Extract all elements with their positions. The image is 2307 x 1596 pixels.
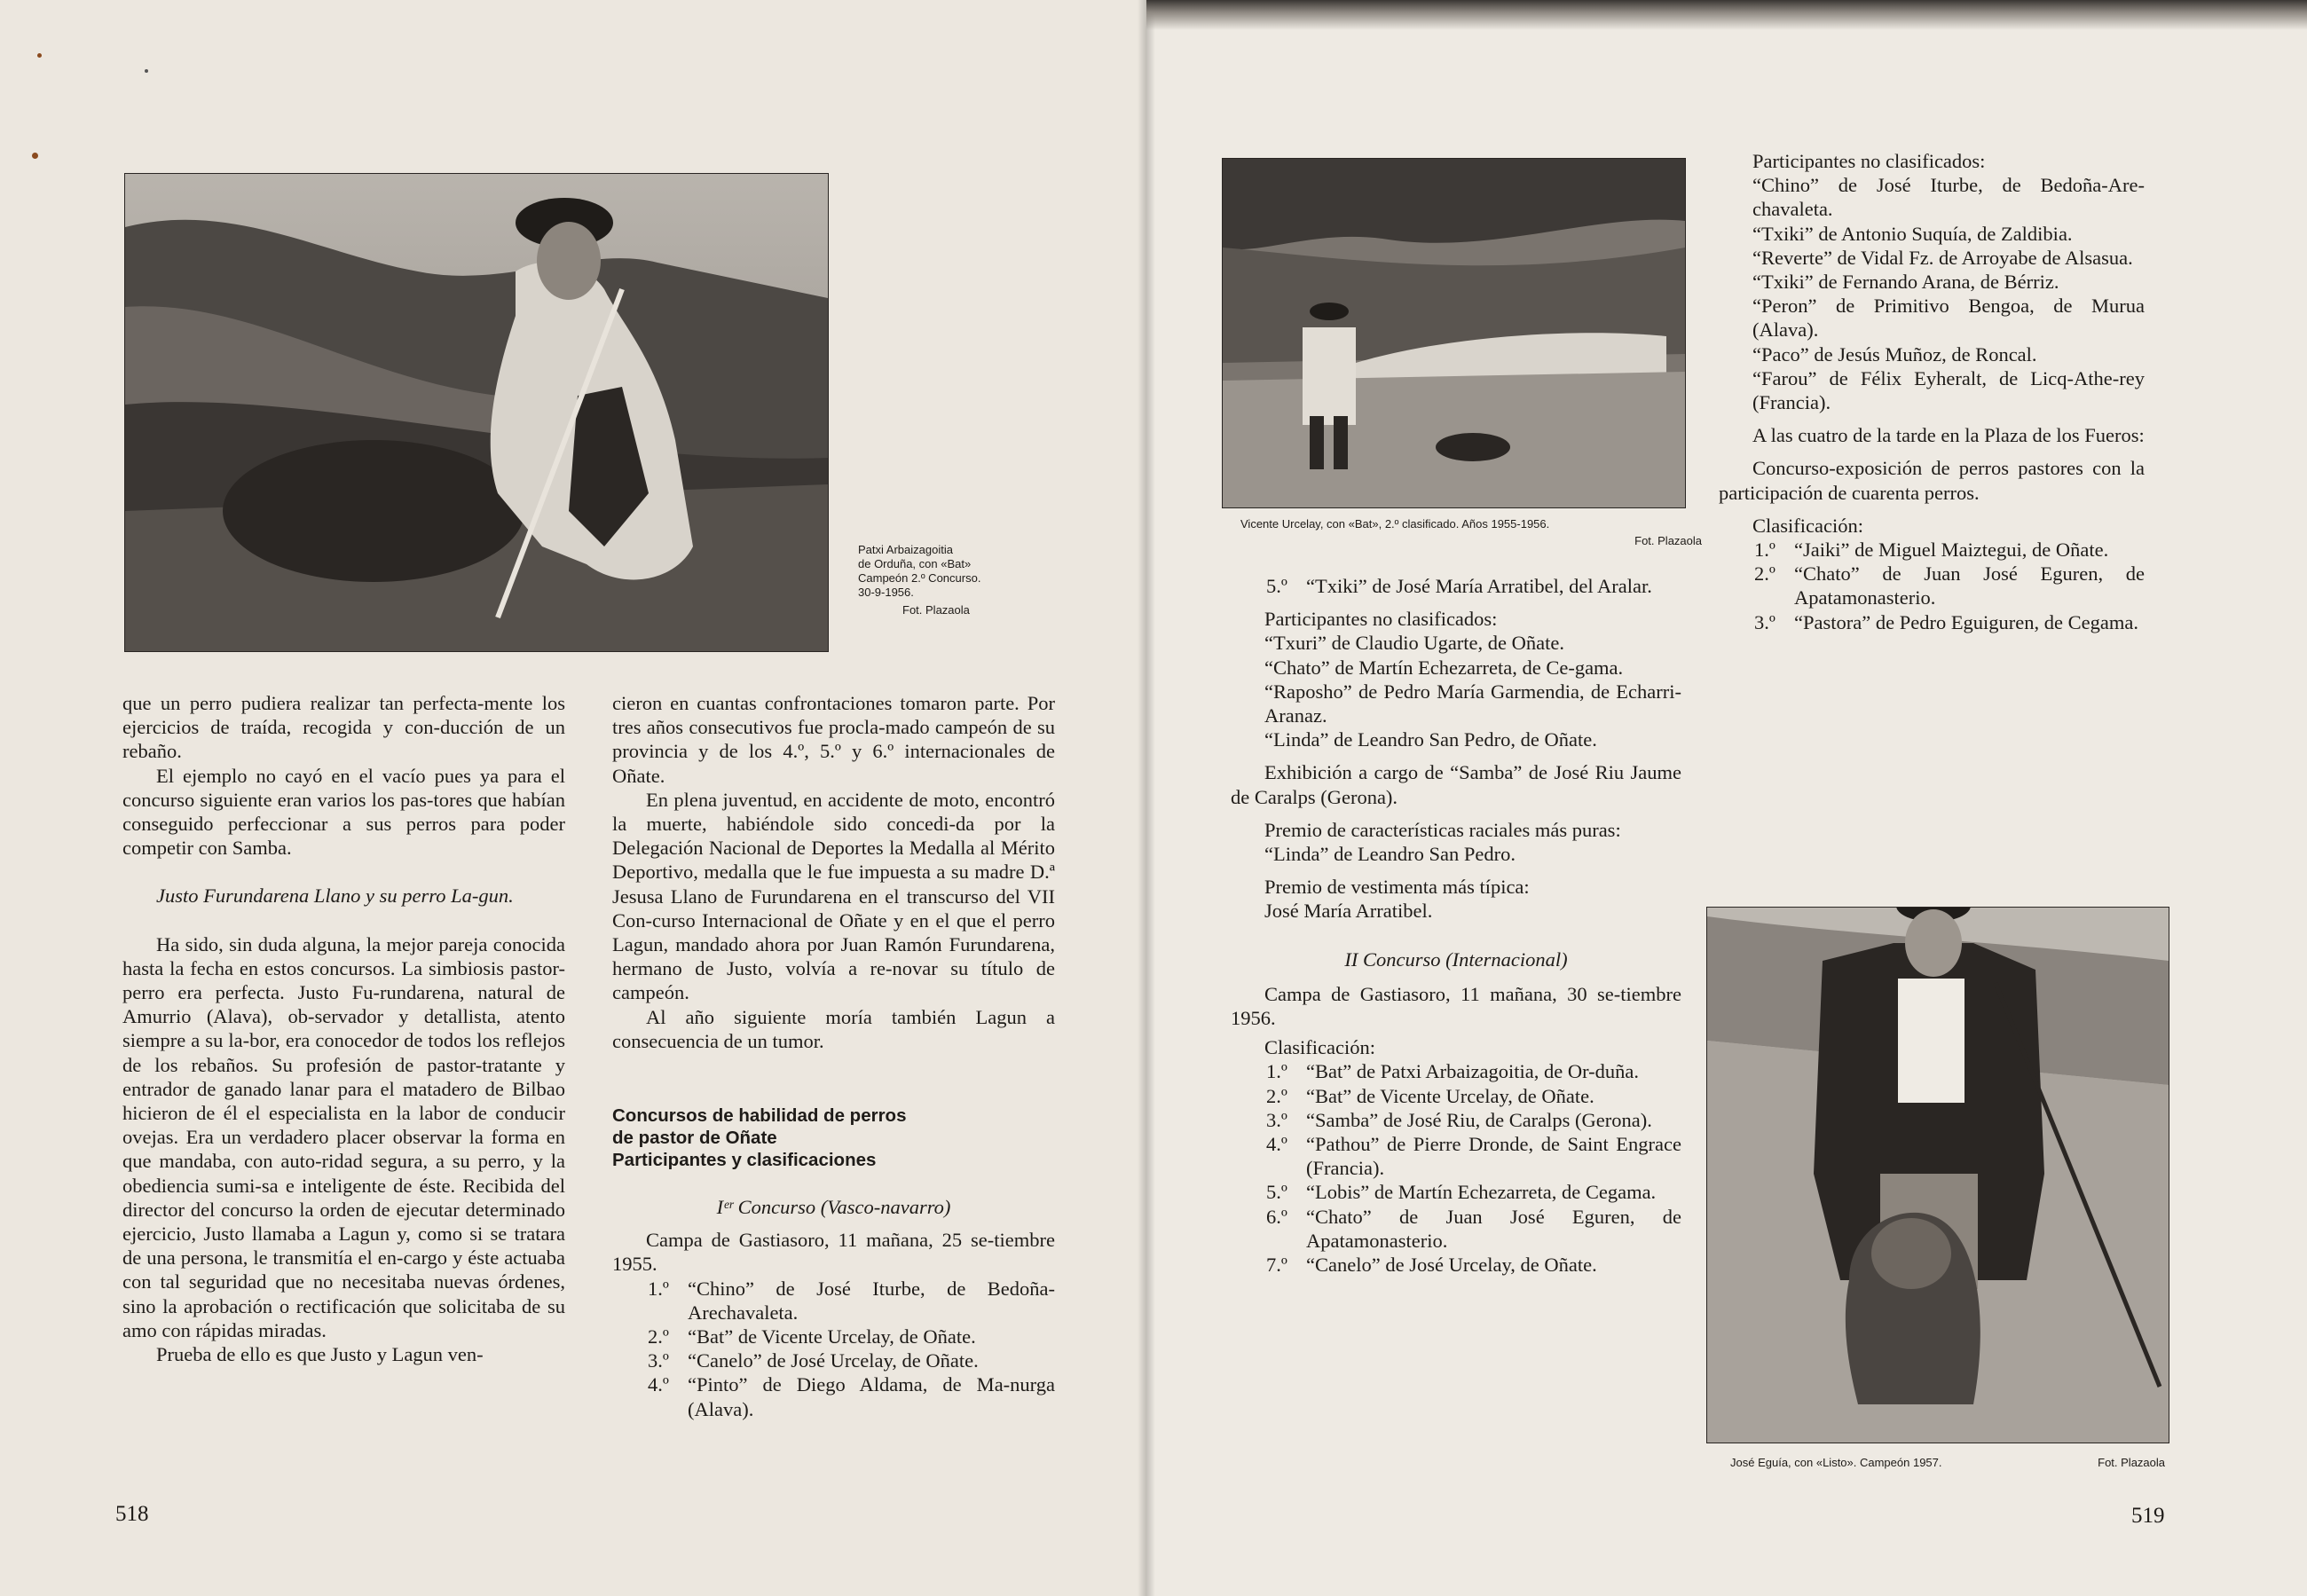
photo-vicente-urcelay-with-dog xyxy=(1222,158,1686,508)
photo-jose-eguia-with-dog xyxy=(1706,907,2169,1443)
participant: “Farou” de Félix Eyheralt, de Licq-Athe-rey (Francia). xyxy=(1752,366,2145,414)
label: Premio de vestimenta más típica: xyxy=(1264,876,1530,899)
participant: “Peron” de Primitivo Bengoa, de Murua (Alava). xyxy=(1752,295,2145,342)
contest-title: Iᵉʳ Concurso (Vasco-navarro) xyxy=(716,1196,951,1219)
paragraph: Exhibición a cargo de “Samba” de José Riu Jaume de Caralps (Gerona). xyxy=(1231,761,1681,808)
right-column-2 xyxy=(1719,149,2145,634)
paragraph: Concurso-exposición de perros pastores con la participación de cuarenta perros. xyxy=(1719,457,2145,504)
paper-speck xyxy=(32,153,38,159)
page-number: 519 xyxy=(2131,1504,2165,1528)
photo-credit: Fot. Plazaola xyxy=(1634,534,1702,547)
classification-item: 2.º “Bat” de Vicente Urcelay, de Oñate. xyxy=(648,1325,976,1348)
section-heading-line: Concursos de habilidad de perros xyxy=(612,1105,907,1127)
caption-line: 30-9-1956. xyxy=(858,586,914,599)
contest-place: Campa de Gastiasoro, 11 mañana, 25 se-tiembre 1955. xyxy=(612,1229,1055,1276)
label: Premio de características raciales más puras: xyxy=(1264,818,1621,841)
section-heading-line: Participantes y clasificaciones xyxy=(612,1150,877,1171)
left-page xyxy=(0,0,1146,1596)
label: Participantes no clasificados: xyxy=(1752,150,1986,172)
photo1-caption xyxy=(858,543,980,617)
caption-text: Vicente Urcelay, con «Bat», 2.º clasificado. Años 1955-1956. xyxy=(1240,517,1550,531)
paragraph: que un perro pudiera realizar tan perfecta-mente los ejercicios de traída, recogida y con-ducción de un rebaño. xyxy=(122,692,565,763)
label: Clasificación: xyxy=(1264,1036,1375,1059)
photo-shepherd-patxi-with-dog xyxy=(124,173,829,652)
caption-text: José Eguía, con «Listo». Campeón 1957. xyxy=(1730,1456,1942,1469)
paper-speck xyxy=(37,53,42,58)
classification-item: 2.º “Chato” de Juan José Eguren, de Apatamonasterio. xyxy=(1754,562,2145,609)
participant: “Txiki” de Antonio Suquía, de Zaldibia. xyxy=(1752,222,2073,245)
label: Participantes no clasificados: xyxy=(1264,608,1498,631)
page-edge-shadow xyxy=(1146,0,2307,30)
participant: “Paco” de Jesús Muñoz, de Roncal. xyxy=(1752,342,2037,366)
photo3-caption xyxy=(1730,1456,2165,1470)
photo-credit: Fot. Plazaola xyxy=(902,603,970,617)
book-gutter xyxy=(1138,0,1155,1596)
photo-credit: Fot. Plazaola xyxy=(2098,1456,2165,1469)
participant: “Chino” de José Iturbe, de Bedoña-Are-chavaleta. xyxy=(1752,174,2145,221)
participant: “Raposho” de Pedro María Garmendia, de Echarri-Aranaz. xyxy=(1264,680,1681,727)
classification-item: 3.º “Canelo” de José Urcelay, de Oñate. xyxy=(648,1349,979,1372)
participant: “Chato” de Martín Echezarreta, de Ce-gama. xyxy=(1264,656,1624,679)
caption-line: Campeón 2.º Concurso. xyxy=(858,571,981,585)
classification-item: 6.º “Chato” de Juan José Eguren, de Apatamonasterio. xyxy=(1266,1205,1681,1252)
section-heading-line: de pastor de Oñate xyxy=(612,1128,777,1149)
right-column-1 xyxy=(1231,574,1681,1277)
participant: “Txuri” de Claudio Ugarte, de Oñate. xyxy=(1264,632,1564,655)
classification-item: 3.º “Pastora” de Pedro Eguiguren, de Cegama. xyxy=(1754,610,2138,633)
photo2-caption xyxy=(1240,517,1702,548)
participant: “Txiki” de Fernando Arana, de Bérriz. xyxy=(1752,271,2059,294)
caption-line: de Orduña, con «Bat» xyxy=(858,557,972,570)
classification-item: 7.º “Canelo” de José Urcelay, de Oñate. xyxy=(1266,1254,1597,1277)
contest-place: Campa de Gastiasoro, 11 mañana, 30 se-tiembre 1956. xyxy=(1231,982,1681,1030)
label: Clasificación: xyxy=(1752,514,1863,537)
classification-item: 2.º “Bat” de Vicente Urcelay, de Oñate. xyxy=(1266,1084,1594,1107)
classification-item: 4.º “Pathou” de Pierre Dronde, de Saint Engrace (Francia). xyxy=(1266,1133,1681,1180)
paper-speck xyxy=(145,69,148,73)
paragraph: En plena juventud, en accidente de moto, encontró la muerte, habiéndole sido concedi-da por la Delegación Nacional de Deportes la Medalla al Mérito Deportivo, medalla que le fue impuesta a su madre D.ª Jesusa Llano de Furundarena en el transcurso del VII Con-curso Internacional de Oñate y en el que el perro Lagun, mandado ahora por Juan Ramón Furundarena, hermano de Justo, volvía a re-novar su título de campeón. xyxy=(612,788,1055,1004)
classification-item: 5.º “Lobis” de Martín Echezarreta, de Cegama. xyxy=(1266,1181,1657,1204)
page-number: 518 xyxy=(115,1502,149,1526)
paragraph: A las cuatro de la tarde en la Plaza de los Fueros: xyxy=(1752,424,2145,447)
classification-item: 3.º “Samba” de José Riu, de Caralps (Gerona). xyxy=(1266,1108,1652,1131)
classification-item: 1.º “Jaiki” de Miguel Maiztegui, de Oñate. xyxy=(1754,539,2109,562)
contest-title: II Concurso (Internacional) xyxy=(1344,947,1568,971)
prize-value: José María Arratibel. xyxy=(1264,900,1433,923)
paragraph: Prueba de ello es que Justo y Lagun ven- xyxy=(156,1343,484,1366)
paragraph: El ejemplo no cayó en el vacío pues ya para el concurso siguiente eran varios los pas-tores que habían conseguido perfeccionar a sus perros para poder competir con Samba. xyxy=(122,764,565,860)
paragraph: Al año siguiente moría también Lagun a consecuencia de un tumor. xyxy=(612,1005,1055,1052)
participant: “Linda” de Leandro San Pedro, de Oñate. xyxy=(1264,728,1597,751)
prize-value: “Linda” de Leandro San Pedro. xyxy=(1264,843,1516,866)
section-subtitle: Justo Furundarena Llano y su perro La-gun. xyxy=(156,884,514,908)
participant: “Reverte” de Vidal Fz. de Arroyabe de Alsasua. xyxy=(1752,246,2133,269)
classification-item: 5.º “Txiki” de José María Arratibel, del Aralar. xyxy=(1266,575,1652,597)
paragraph: cieron en cuantas confrontaciones tomaron parte. Por tres años consecutivos fue procla-mado campeón de su provincia y de los 4.º, 5.º y 6.º internacionales de Oñate. xyxy=(612,692,1055,787)
caption-line: Patxi Arbaizagoitia xyxy=(858,543,953,556)
classification-item: 1.º “Chino” de José Iturbe, de Bedoña-Arechavaleta. xyxy=(648,1277,1055,1324)
classification-item: 4.º “Pinto” de Diego Aldama, de Ma-nurga (Alava). xyxy=(648,1373,1055,1420)
left-column-2 xyxy=(612,691,1055,1421)
classification-item: 1.º “Bat” de Patxi Arbaizagoitia, de Or-duña. xyxy=(1266,1060,1640,1083)
right-page xyxy=(1146,0,2307,1596)
left-column-1 xyxy=(122,691,565,1366)
paragraph: Ha sido, sin duda alguna, la mejor pareja conocida hasta la fecha en estos concursos. La simbiosis pastor-perro era perfecta. Justo Fu-rundarena, natural de Amurrio (Alava), ob-servador y detallista, atento siempre a su la-bor, era conocedor de todos los reflejos de los rebaños. Su profesión de pastor-tratante y entrador de ganado lanar para el matadero de Bilbao hicieron de él el especialista en la labor de conducir ovejas. Era un verdadero placer observar la forma en que mandaba, con auto-ridad segura, a su perro, y la obediencia sumi-sa e inteligente de éste. Recibida del director del concurso la orden de ejecutar determinado ejercicio, Justo llamaba a Lagun y, como si se tratara de una persona, le transmitía el en-cargo y éste actuaba con tal seguridad que no necesitaba nuevas órdenes, sino la aprobación o rectificación que solicitaba de su amo con rápidas miradas. xyxy=(122,932,565,1341)
